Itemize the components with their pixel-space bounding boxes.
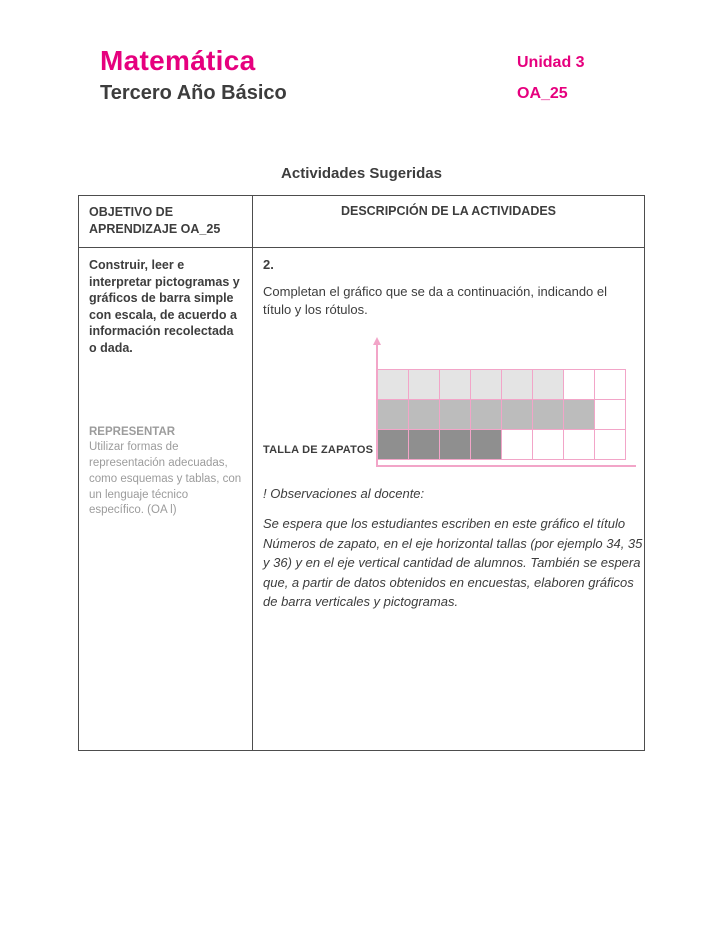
chart-grid-cell — [378, 370, 409, 400]
chart-plot — [377, 369, 626, 460]
chart-grid-cell — [440, 370, 471, 400]
chart-grid-cell — [502, 400, 533, 430]
arrow-up-icon — [373, 337, 381, 345]
chart-grid-cell — [502, 370, 533, 400]
chart-grid-cell — [564, 400, 595, 430]
shoe-size-bar-chart — [263, 369, 634, 460]
header-title-block — [100, 45, 287, 105]
chart-grid-cell — [595, 400, 626, 430]
activity-cell — [253, 248, 645, 751]
table-header-row — [79, 196, 645, 248]
unit-label: Unidad 3 — [517, 54, 585, 71]
chart-grid-cell — [502, 430, 533, 460]
page-subtitle: Tercero Año Básico — [100, 82, 287, 104]
chart-grid-cell — [533, 370, 564, 400]
chart-grid-cell — [564, 430, 595, 460]
header-unit-block — [517, 45, 645, 105]
chart-grid-cell — [409, 370, 440, 400]
chart-grid-cell — [533, 430, 564, 460]
y-axis-line — [376, 345, 378, 467]
chart-grid-cell — [409, 400, 440, 430]
oa-code-label: OA_25 — [517, 85, 568, 102]
section-title: Actividades Sugeridas — [281, 165, 442, 182]
activity-text: Completan el gráfico que se da a continuación, indicando el título y los rótulos. — [263, 284, 608, 318]
chart-grid-cell — [378, 430, 409, 460]
chart-grid-cell — [595, 370, 626, 400]
description-column-header: DESCRIPCIÓN DE LA ACTIVIDADES — [253, 196, 645, 248]
represent-title: REPRESENTAR — [89, 426, 176, 438]
page-title: Matemática — [100, 45, 256, 76]
chart-grid-cell — [471, 370, 502, 400]
chart-grid-cell — [595, 430, 626, 460]
objective-column-header: OBJETIVO DE APRENDIZAJE OA_25 — [79, 196, 253, 248]
chart-axis-label: TALLA DE ZAPATOS — [263, 444, 374, 457]
chart-grid-cell — [440, 400, 471, 430]
chart-grid-cell — [409, 430, 440, 460]
x-axis-line — [376, 465, 636, 467]
activities-table — [78, 195, 645, 751]
chart-grid-cell — [471, 430, 502, 460]
chart-grid-cell — [471, 400, 502, 430]
objective-cell — [79, 248, 253, 751]
represent-text: Utilizar formas de representación adecuadas, como esquemas y tablas, con un lenguaje técnico específico. (OA l) — [89, 441, 242, 517]
chart-grid-cell — [440, 430, 471, 460]
chart-grid-cell — [378, 400, 409, 430]
objective-text: Construir, leer e interpretar pictogramas y gráficos de barra simple con escala, de acuerdo a información recolectada o dada. — [89, 258, 240, 355]
note-title: ! Observaciones al docente: — [263, 486, 425, 502]
chart-grid-cell — [564, 370, 595, 400]
document-header — [78, 45, 645, 105]
chart-grid-cell — [533, 400, 564, 430]
activity-number: 2. — [263, 257, 274, 272]
represent-block — [89, 426, 242, 519]
table-body-row — [79, 248, 645, 751]
note-text: Se espera que los estudiantes escriben en este gráfico el título Números de zapato, en el eje horizontal tallas (por ejemplo 34, 35 y 36) y en el eje vertical cantidad de alumnos. También se espera que, a partir de datos obtenidos en encuestas, elaboren gráficos de barra verticales y pictogramas. — [263, 516, 643, 610]
chart-grid — [377, 369, 626, 460]
